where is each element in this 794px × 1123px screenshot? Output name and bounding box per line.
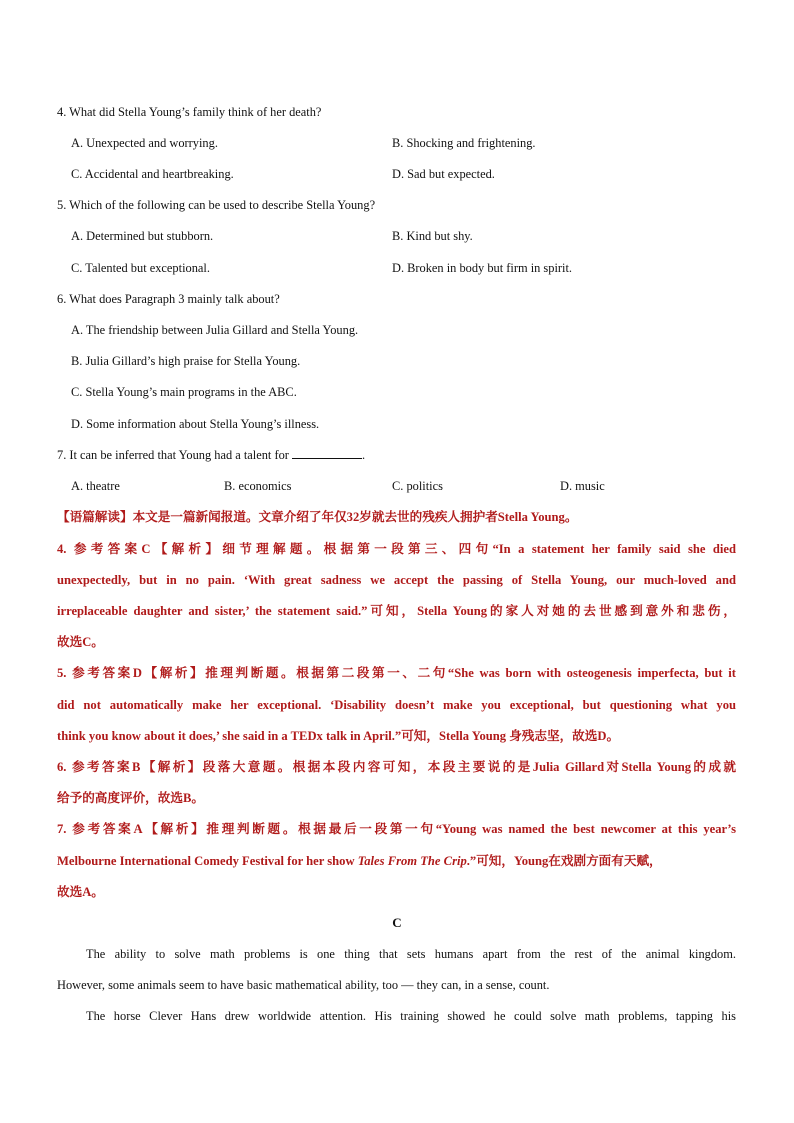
question-4-option-d: D. Sad but expected.	[392, 167, 495, 181]
question-4-stem: 4. What did Stella Young’s family think of her death?	[57, 105, 322, 119]
question-6-stem: 6. What does Paragraph 3 mainly talk about?	[57, 292, 280, 306]
question-4-option-a: A. Unexpected and worrying.	[71, 136, 218, 150]
question-7-stem-end: .	[362, 448, 366, 462]
question-6-option-a: A. The friendship between Julia Gillard and Stella Young.	[71, 323, 359, 337]
answer-5-line-3: think you know about it does,’ she said in a TEDx talk in April.”可知，Stella Young 身残志坚，故选D。	[57, 729, 620, 743]
answer-blank	[292, 448, 362, 459]
question-7-option-b: B. economics	[224, 479, 292, 493]
answer-7-line-2	[57, 853, 736, 869]
answer-5-line-1: 5. 参考答案D【解析】推理判断题。根据第二段第一、二句“She was born with osteogenesis imperfecta, but it	[57, 666, 736, 680]
show-title: Tales From The Crip	[357, 854, 467, 868]
question-7-option-d: D. music	[560, 479, 605, 493]
answer-7-line-2-start: Melbourne International Comedy Festival for her show	[57, 854, 358, 868]
passage-line-3: The horse Clever Hans drew worldwide attention. His training showed he could solve math problems, tapping his	[86, 1009, 736, 1023]
question-5-stem: 5. Which of the following can be used to describe Stella Young?	[57, 198, 376, 212]
answer-7-line-1: 7. 参考答案A【解析】推理判断题。根据最后一段第一句“Young was named the best newcomer at this year’s	[57, 822, 736, 836]
answer-7-line-3: 故选A。	[57, 885, 104, 899]
answer-6-line-2: 给予的高度评价，故选B。	[57, 791, 204, 805]
question-5-option-a: A. Determined but stubborn.	[71, 229, 214, 243]
question-6-option-b: B. Julia Gillard’s high praise for Stella Young.	[71, 354, 301, 368]
answer-4-line-1: 4. 参考答案C【解析】细节理解题。根据第一段第三、四句“In a statement her family said she died	[57, 542, 736, 556]
question-5-option-b: B. Kind but shy.	[392, 229, 473, 243]
answer-4-line-4: 故选C。	[57, 635, 104, 649]
passage-analysis-intro: 【语篇解读】本文是一篇新闻报道。文章介绍了年仅32岁就去世的残疾人拥护者Stella Young。	[57, 510, 578, 524]
question-6-option-c: C. Stella Young’s main programs in the ABC.	[71, 385, 297, 399]
section-heading: C	[392, 915, 402, 930]
question-5-option-d: D. Broken in body but firm in spirit.	[392, 261, 572, 275]
answer-5-line-2: did not automatically make her exceptional. ‘Disability doesn’t make you exceptional, but questioning what you	[57, 698, 736, 712]
passage-line-1: The ability to solve math problems is one thing that sets humans apart from the rest of the animal kingdom.	[86, 947, 736, 961]
answer-7-line-2-end: .”可知，Young在戏剧方面有天赋，	[466, 854, 662, 868]
passage-line-2: However, some animals seem to have basic mathematical ability, too — they can, in a sense, count.	[57, 978, 550, 992]
answer-4-line-3: irreplaceable daughter and sister,’ the statement said.”可知，Stella Young的家人对她的去世感到意外和悲伤，	[57, 604, 736, 618]
answer-4-line-2: unexpectedly, but in no pain. ‘With great sadness we accept the passing of Stella Young, our much-loved and	[57, 573, 736, 587]
answer-6-line-1: 6. 参考答案B【解析】段落大意题。根据本段内容可知，本段主要说的是Julia Gillard对Stella Young的成就	[57, 760, 737, 774]
question-4-option-c: C. Accidental and heartbreaking.	[71, 167, 234, 181]
question-4-option-b: B. Shocking and frightening.	[392, 136, 536, 150]
question-6-option-d: D. Some information about Stella Young’s illness.	[71, 417, 320, 431]
question-7-option-c: C. politics	[392, 479, 443, 493]
question-7-option-a: A. theatre	[71, 479, 120, 493]
question-5-option-c: C. Talented but exceptional.	[71, 261, 210, 275]
question-7-stem-text: 7. It can be inferred that Young had a talent for	[57, 448, 289, 462]
question-7-stem	[57, 447, 365, 463]
